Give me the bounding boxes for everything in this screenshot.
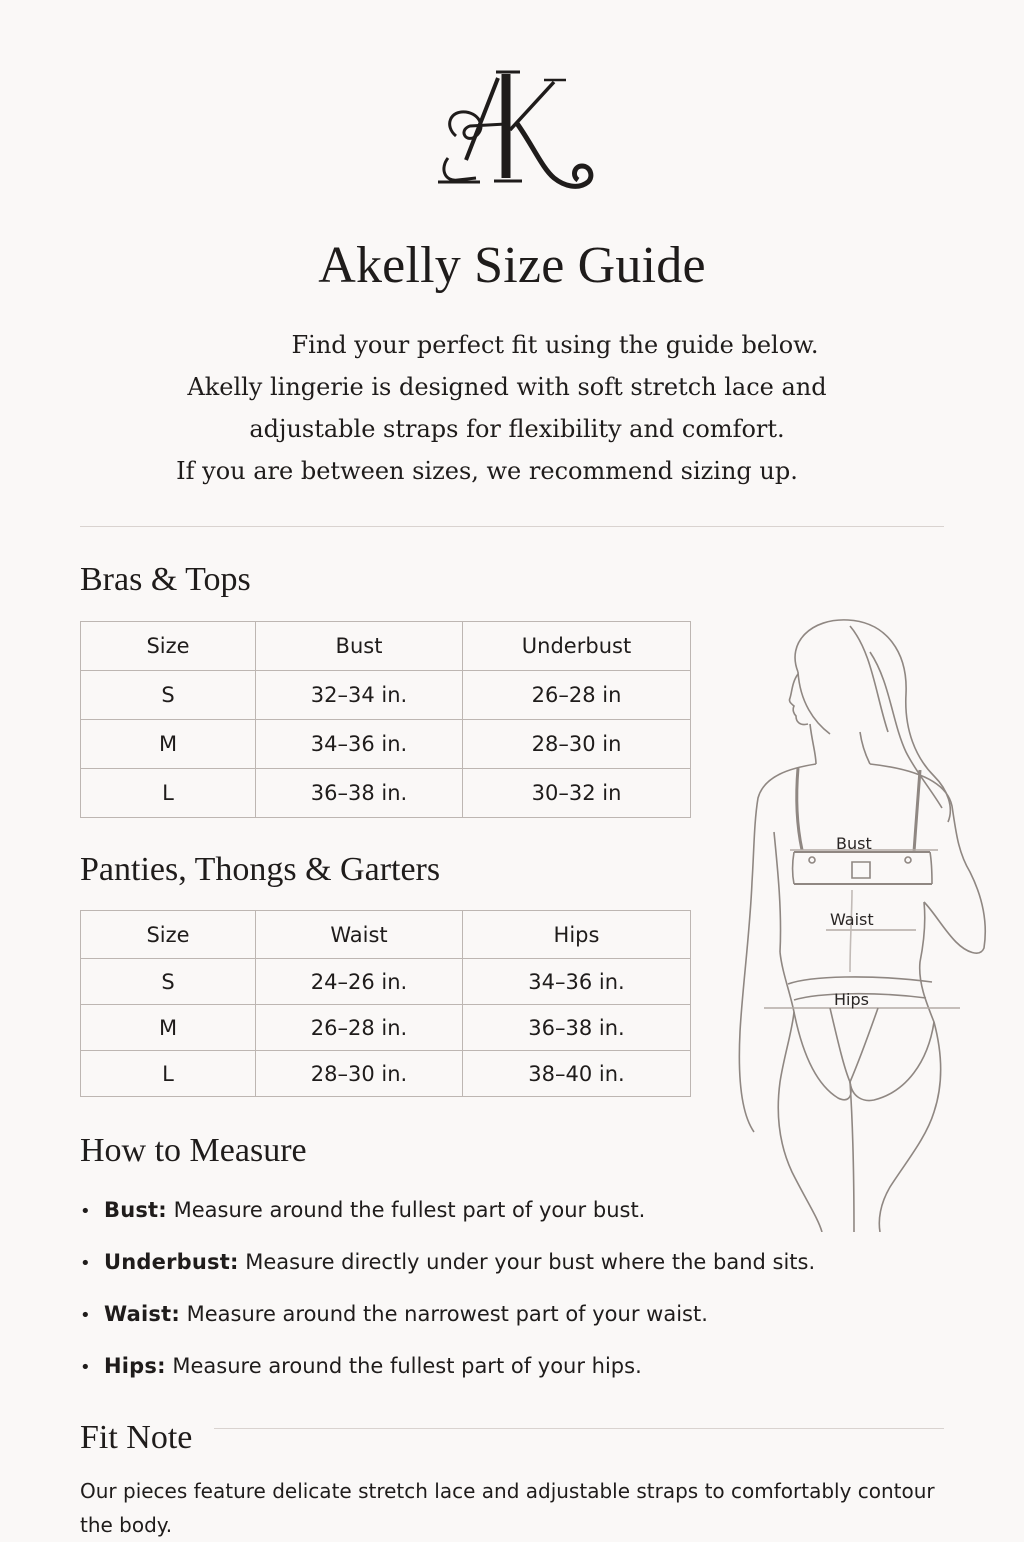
bullet-icon: • [80,1253,91,1274]
table-row [81,1005,691,1051]
table-cell: S [81,959,256,1005]
table-cell: 30–32 in [463,769,691,818]
bullet-icon: • [80,1201,91,1222]
intro-line: If you are between sizes, we recommend sizing up. [176,457,798,485]
table-cell: M [81,720,256,769]
intro-line: Find your perfect fit using the guide below. [291,331,819,359]
table-header-row [81,911,691,959]
table-header-cell: Bust [256,622,463,671]
table-row [81,1051,691,1097]
table-cell: 34–36 in. [256,720,463,769]
table-row [81,959,691,1005]
table-header-cell: Hips [463,911,691,959]
table-cell: S [81,671,256,720]
table-header-cell: Waist [256,911,463,959]
panties-table [80,910,691,1097]
table-cell: 28–30 in. [256,1051,463,1097]
fit-note-divider [214,1428,944,1429]
table-cell: L [81,769,256,818]
table-cell: L [81,1051,256,1097]
bras-tops-table [80,621,691,818]
list-item [80,1346,940,1398]
section-divider [80,526,944,527]
measure-desc: Measure around the fullest part of your bust. [173,1198,646,1222]
table-cell: 24–26 in. [256,959,463,1005]
bullet-icon: • [80,1305,91,1326]
table-header-cell: Underbust [463,622,691,671]
table-cell: 28–30 in [463,720,691,769]
table-row [81,720,691,769]
hips-label: Hips [834,990,869,1009]
measure-desc: Measure directly under your bust where the band sits. [245,1250,816,1274]
table-cell: M [81,1005,256,1051]
bras-tops-heading: Bras & Tops [80,561,251,598]
measure-desc: Measure around the narrowest part of your waist. [186,1302,708,1326]
measure-term: Underbust: [104,1250,239,1274]
waist-label: Waist [830,910,874,929]
list-item [80,1294,940,1346]
list-item [80,1190,940,1242]
measure-list [80,1190,940,1398]
table-row [81,671,691,720]
table-header-cell: Size [81,911,256,959]
table-cell: 38–40 in. [463,1051,691,1097]
table-cell: 36–38 in. [256,769,463,818]
fit-note-heading: Fit Note [80,1419,193,1456]
list-item [80,1242,940,1294]
table-row [81,769,691,818]
akelly-logo [436,64,594,196]
intro-text [140,324,884,492]
fit-note-text: Our pieces feature delicate stretch lace and adjustable straps to comfortably contour the body. [80,1479,935,1537]
table-cell: 26–28 in [463,671,691,720]
measure-desc: Measure around the fullest part of your hips. [172,1354,642,1378]
how-to-measure-heading: How to Measure [80,1132,307,1169]
table-header-row [81,622,691,671]
measure-term: Hips: [104,1354,166,1378]
intro-line: adjustable straps for flexibility and comfort. [249,415,785,443]
measure-term: Waist: [104,1302,180,1326]
table-cell: 26–28 in. [256,1005,463,1051]
bust-label: Bust [836,834,872,853]
measure-term: Bust: [104,1198,167,1222]
table-cell: 34–36 in. [463,959,691,1005]
table-cell: 32–34 in. [256,671,463,720]
table-cell: 36–38 in. [463,1005,691,1051]
table-header-cell: Size [81,622,256,671]
panties-heading: Panties, Thongs & Garters [80,851,441,888]
bullet-icon: • [80,1357,91,1378]
page-title: Akelly Size Guide [318,237,706,294]
intro-line: Akelly lingerie is designed with soft stretch lace and [187,373,827,401]
